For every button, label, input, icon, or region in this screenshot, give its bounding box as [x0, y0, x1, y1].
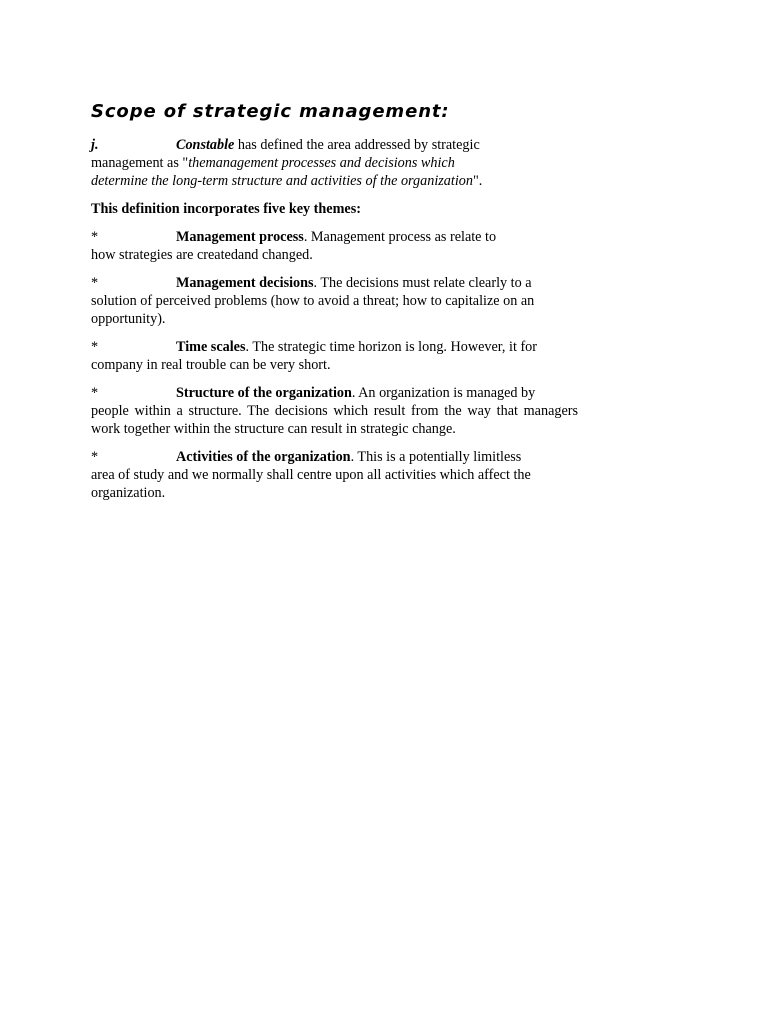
intro-quote-line3: determine the long-term structure and activities of the organization: [91, 173, 473, 189]
theme-heading: Structure of the organization: [176, 385, 352, 401]
theme-first-line: [91, 338, 578, 356]
theme-line1-rest: . The decisions must relate clearly to a: [313, 275, 532, 291]
theme-rest: area of study and we normally shall centre upon all activities which affect the organization.: [91, 467, 531, 501]
bullet-marker: *: [91, 449, 99, 465]
theme-rest: how strategies are createdand changed.: [91, 247, 313, 263]
theme-first-line: [91, 228, 578, 246]
intro-marker: j.: [91, 137, 99, 153]
intro-line1-rest: has defined the area addressed by strategic: [234, 137, 480, 153]
theme-line1-rest: . The strategic time horizon is long. However, it for: [245, 339, 537, 355]
theme-line1-rest: . Management process as relate to: [303, 229, 497, 245]
theme-heading: Activities of the organization: [176, 449, 351, 465]
theme-heading: Time scales: [176, 339, 246, 355]
theme-item: [91, 448, 578, 502]
intro-third-line: [91, 172, 578, 190]
intro-author: Constable: [176, 137, 235, 153]
bullet-marker: *: [91, 385, 99, 401]
theme-rest: people within a structure. The decisions which result from the way that managers work together within the structure can result in strategic change.: [91, 403, 578, 437]
bullet-marker: *: [91, 275, 99, 291]
intro-first-line: [91, 136, 578, 154]
theme-first-line: [91, 274, 578, 292]
page-title: Scope of strategic management:: [91, 101, 450, 122]
theme-heading: Management decisions: [176, 275, 314, 291]
theme-line1-rest: . An organization is managed by: [351, 385, 536, 401]
themes-heading-text: This definition incorporates five key themes:: [91, 201, 361, 217]
intro-second-line: [91, 154, 578, 172]
theme-first-line: [91, 448, 578, 466]
intro-quote-line2: themanagement processes and decisions which: [188, 155, 455, 171]
bullet-marker: *: [91, 229, 99, 245]
theme-item: [91, 274, 578, 328]
theme-item: [91, 338, 578, 374]
document-page: [91, 100, 578, 512]
bullet-marker: *: [91, 339, 99, 355]
theme-first-line: [91, 384, 578, 402]
intro-line3-end: ".: [472, 173, 483, 189]
themes-heading: [91, 200, 578, 218]
theme-item: [91, 384, 578, 438]
intro-paragraph: [91, 136, 578, 190]
theme-rest: solution of perceived problems (how to avoid a threat; how to capitalize on an opportunity).: [91, 293, 535, 327]
theme-rest: company in real trouble can be very short.: [91, 357, 331, 373]
theme-heading: Management process: [176, 229, 304, 245]
theme-item: [91, 228, 578, 264]
theme-line1-rest: . This is a potentially limitless: [350, 449, 522, 465]
intro-line2-lead: management as ": [91, 155, 189, 171]
